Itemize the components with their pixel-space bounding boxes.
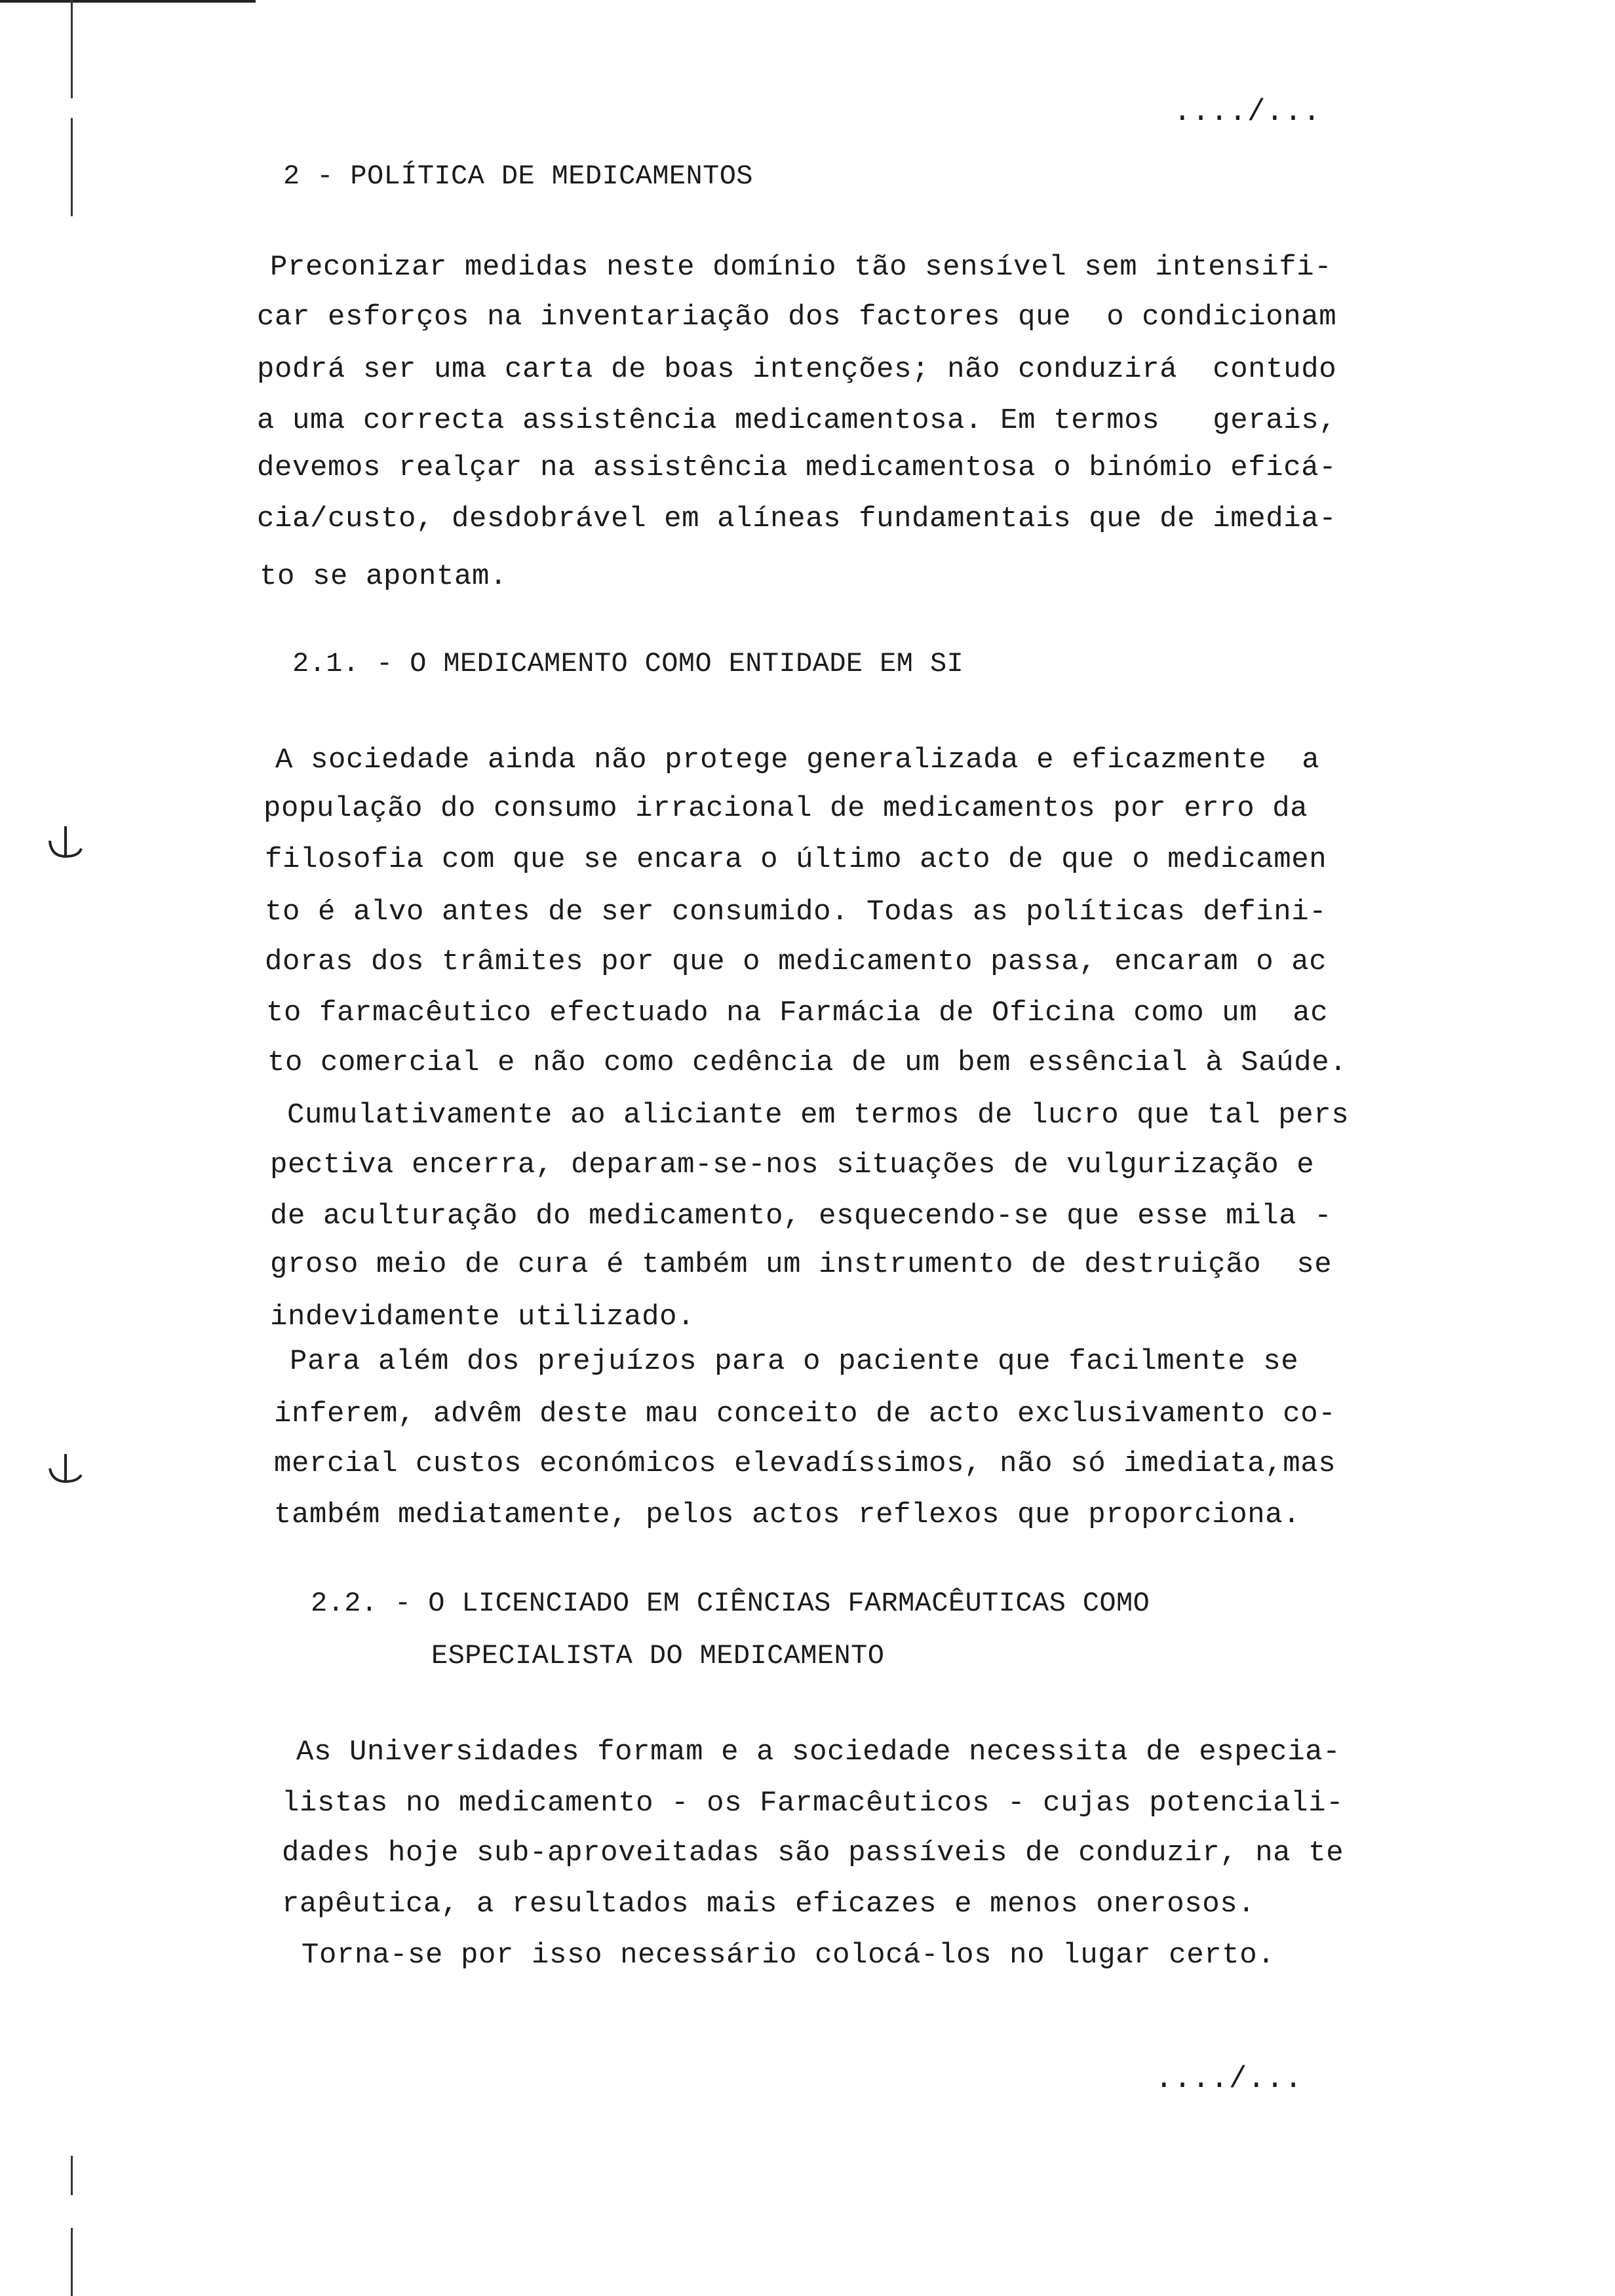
- paragraph-line: mercial custos económicos elevadíssimos, não só imediata,mas: [274, 1447, 1336, 1480]
- paragraph-line: população do consumo irracional de medicamentos por erro da: [263, 792, 1308, 825]
- paragraph-line: Torna-se por isso necessário colocá-los no lugar certo.: [302, 1939, 1275, 1972]
- binder-margin-line: [71, 118, 73, 216]
- paragraph-line: to é alvo antes de ser consumido. Todas as políticas defini-: [265, 896, 1327, 928]
- paragraph-line: Para além dos prejuízos para o paciente que facilmente se: [290, 1345, 1299, 1378]
- paragraph-line: dades hoje sub-aproveitadas são passíveis de conduzir, na te: [282, 1837, 1344, 1869]
- paragraph-line: Cumulativamente ao aliciante em termos de lucro que tal pers: [287, 1099, 1350, 1132]
- section-heading: 2.2. - O LICENCIADO EM CIÊNCIAS FARMACÊUTICAS COMO: [311, 1588, 1150, 1619]
- section-heading-continuation: ESPECIALISTA DO MEDICAMENTO: [431, 1640, 885, 1672]
- paragraph-line: groso meio de cura é também um instrumento de destruição se: [270, 1248, 1333, 1281]
- binder-margin-line: [71, 2156, 73, 2195]
- paragraph-line: inferem, advêm deste mau conceito de acto exclusivamento co-: [274, 1398, 1336, 1430]
- paragraph-line: também mediatamente, pelos actos reflexos que proporciona.: [274, 1499, 1301, 1531]
- binder-hole-mark: [46, 822, 83, 862]
- binder-hole-mark: [46, 1451, 83, 1491]
- scan-edge-line: [0, 0, 256, 3]
- paragraph-line: indevidamente utilizado.: [270, 1301, 695, 1333]
- paragraph-line: to comercial e não como cedência de um bem essêncial à Saúde.: [267, 1046, 1348, 1079]
- paragraph-line: doras dos trâmites por que o medicamento passa, encaram o ac: [265, 946, 1327, 978]
- section-heading: 2.1. - O MEDICAMENTO COMO ENTIDADE EM SI: [292, 648, 964, 679]
- paragraph-line: car esforços na inventariação dos factores que o condicionam: [257, 301, 1337, 334]
- paragraph-line: filosofia com que se encara o último acto de que o medicamen: [265, 843, 1327, 876]
- paragraph-line: devemos realçar na assistência medicamentosa o binómio eficá-: [257, 451, 1337, 484]
- paragraph-line: listas no medicamento - os Farmacêuticos - cujas potenciali-: [282, 1787, 1344, 1820]
- paragraph-line: As Universidades formam e a sociedade necessita de especia-: [296, 1736, 1341, 1769]
- page-continuation-marker-bottom: ..../...: [1155, 2062, 1303, 2096]
- paragraph-line: podrá ser uma carta de boas intenções; não conduzirá contudo: [257, 353, 1337, 386]
- binder-margin-line: [71, 0, 73, 98]
- paragraph-line: to farmacêutico efectuado na Farmácia de Oficina como um ac: [266, 997, 1329, 1029]
- paragraph-line: rapêutica, a resultados mais eficazes e menos onerosos.: [282, 1888, 1256, 1921]
- paragraph-line: cia/custo, desdobrável em alíneas fundamentais que de imedia-: [257, 503, 1337, 535]
- paragraph-line: a uma correcta assistência medicamentosa. Em termos gerais,: [257, 404, 1337, 437]
- paragraph-line: A sociedade ainda não protege generalizada e eficazmente a: [275, 744, 1320, 776]
- paragraph-line: Preconizar medidas neste domínio tão sensível sem intensifi-: [270, 251, 1333, 284]
- paragraph-line: to se apontam.: [260, 560, 508, 593]
- page-continuation-marker-top: ..../...: [1173, 95, 1321, 129]
- section-heading: 2 - POLÍTICA DE MEDICAMENTOS: [283, 161, 753, 192]
- paragraph-line: pectiva encerra, deparam-se-nos situações de vulgurização e: [270, 1149, 1315, 1181]
- paragraph-line: de aculturação do medicamento, esquecendo-se que esse mila -: [270, 1200, 1333, 1233]
- binder-margin-line: [71, 2228, 73, 2296]
